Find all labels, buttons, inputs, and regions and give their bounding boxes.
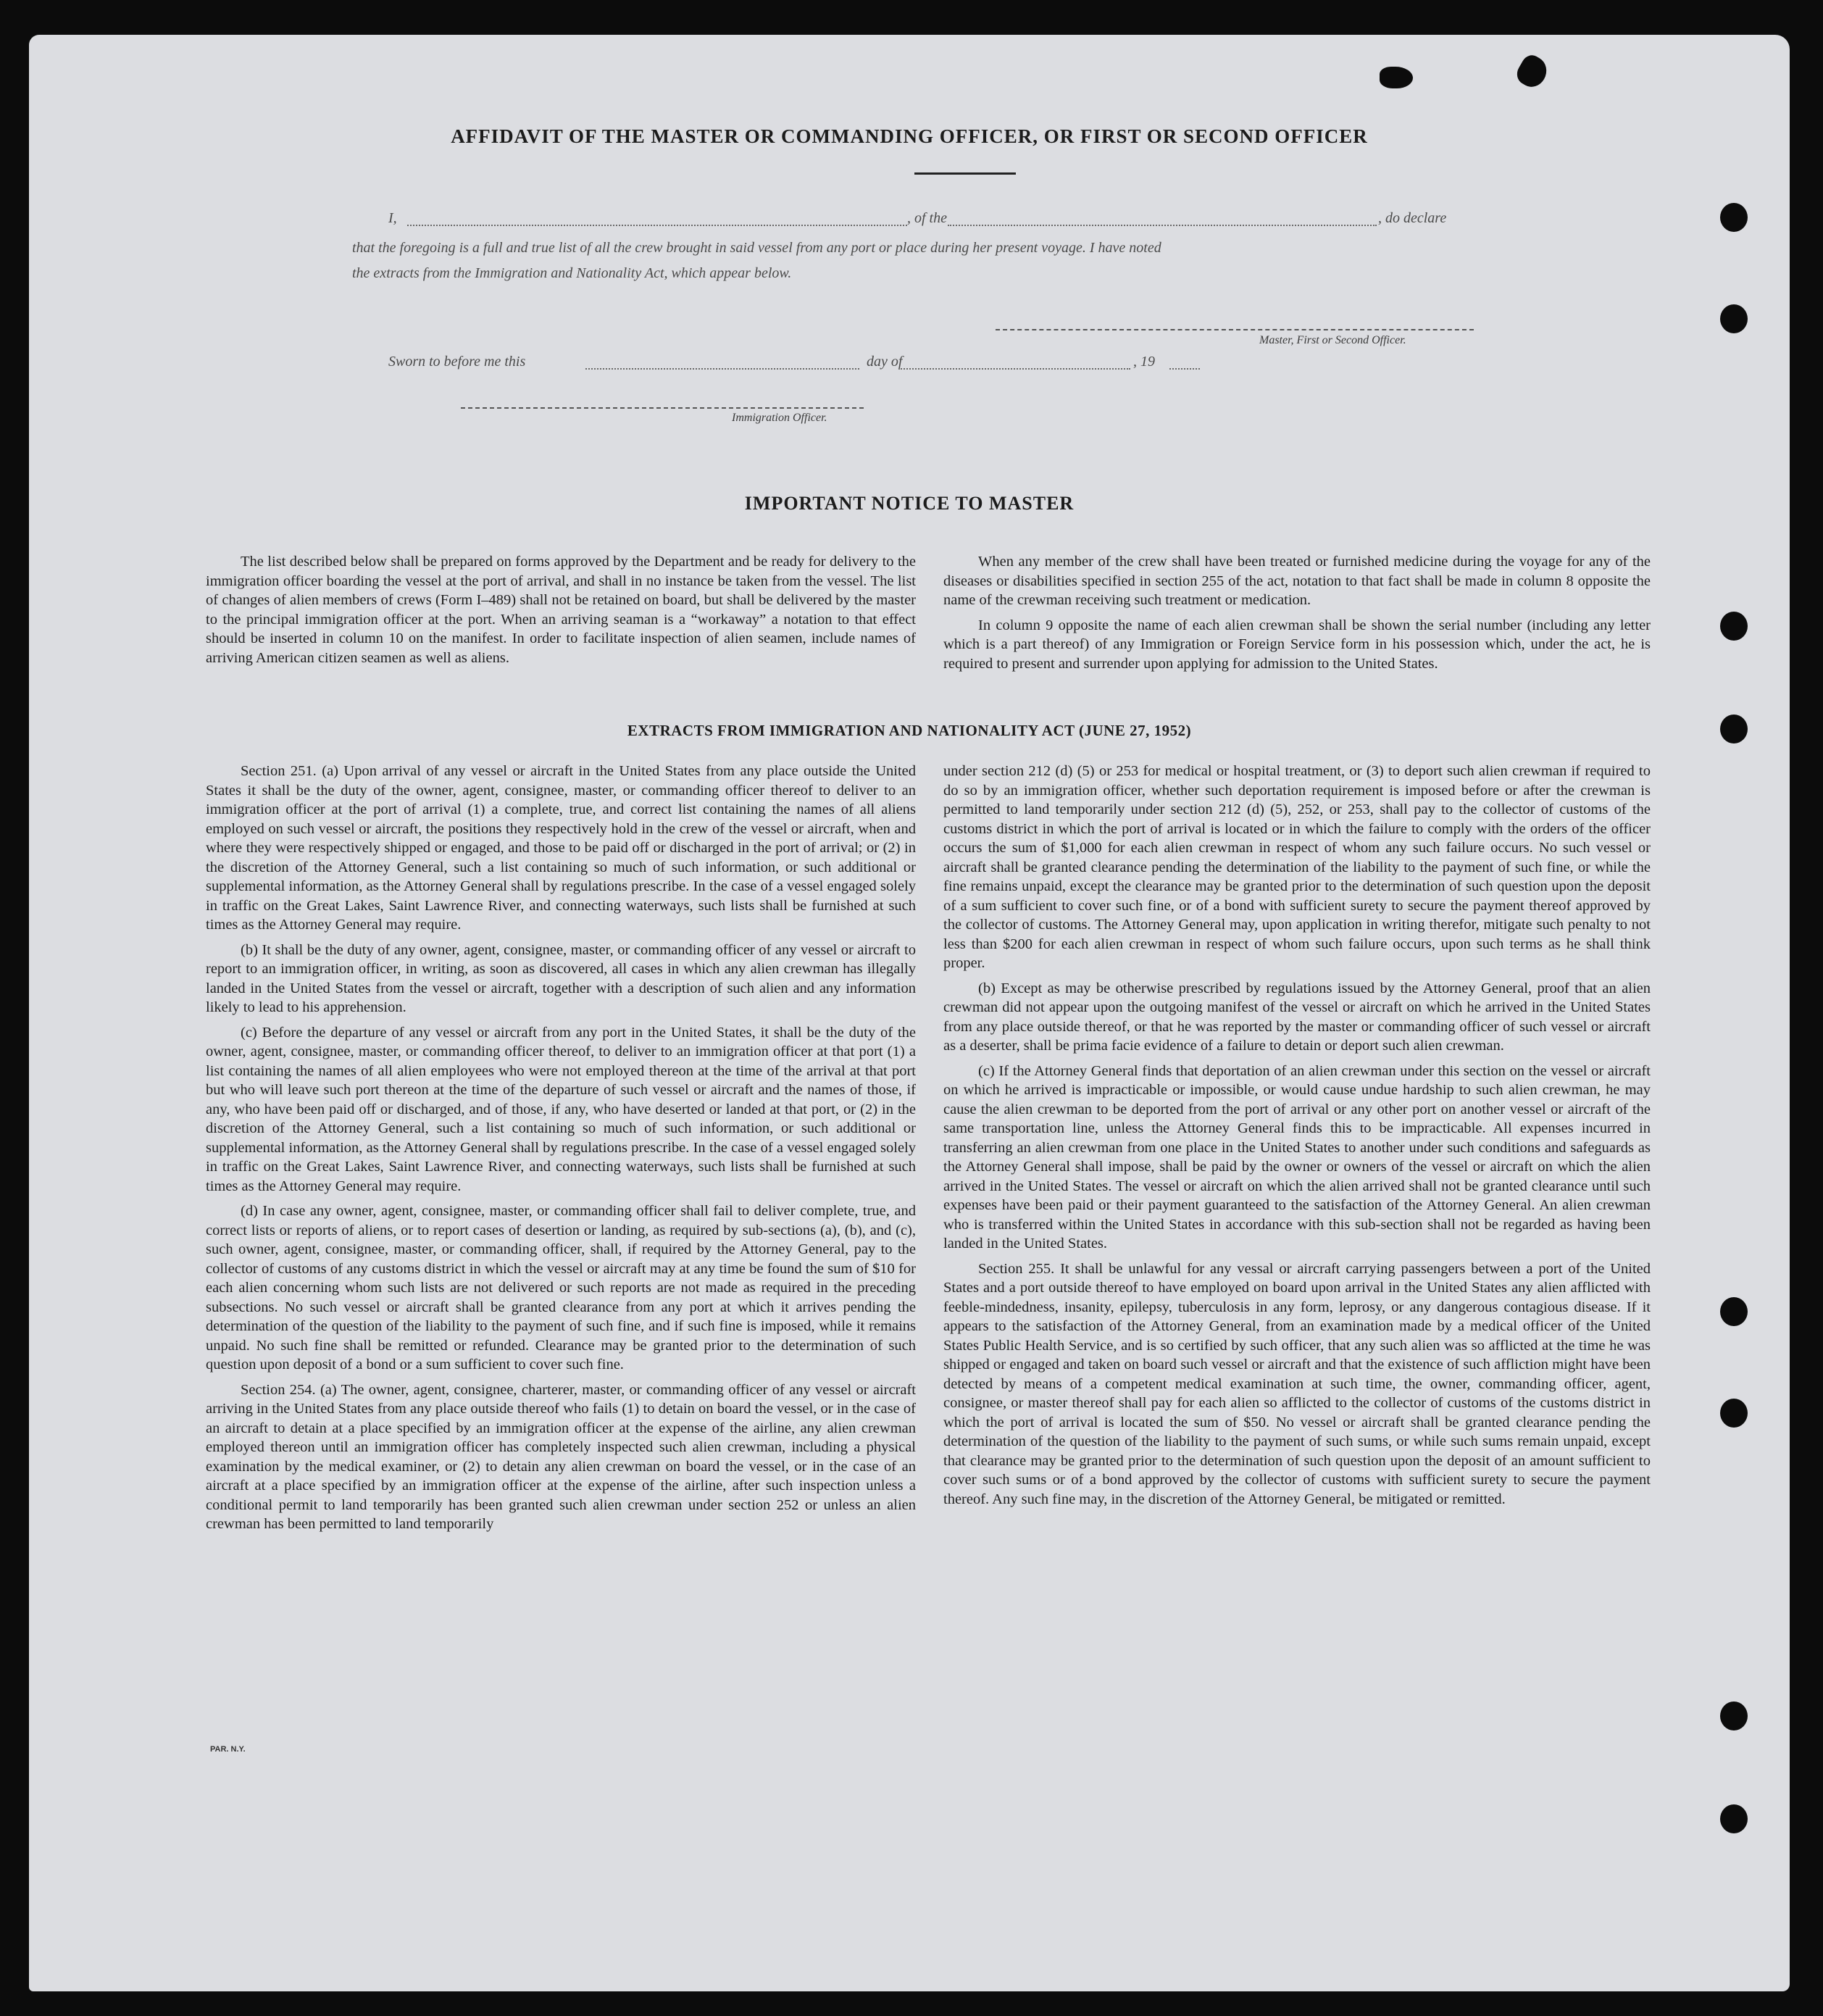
statute-paragraph: under section 212 (d) (5) or 253 for medical or hospital treatment, or (3) to deport such alien crewman if required to do so by an immigration officer, whether such deportation requirement is imposed before or after the crewman is permitted to land temporarily under section 212 (d) (5), 252, or 253, shall pay to the collector of customs of the customs district in which the port of arrival is located or in which the failure to comply with the orders of the officer occurs the sum of $1,000 for each alien crewman in respect of whom any such failure occurs. No such vessel or aircraft shall be granted clearance pending the determination of the liability to the payment of such fine, or while the fine remains unpaid, except the clearance may be granted prior to the determination of such question upon the deposit of a sum sufficient to cover such fine, or of a bond with sufficient surety to secure the payment thereof approved by the collector of customs. The Attorney General may, upon application in writing therefor, mitigate such penalty to not less than $200 for each alien crewman in respect of whom such failure occurs, upon such terms as he shall think proper. [943, 763, 1651, 971]
notice-paragraph: When any member of the crew shall have been treated or furnished medicine during the voyage for any of the diseases or disabilities specified in section 255 of the act, notation to that fact shall be made in column 8 opposite the name of the crewman receiving such treatment or medication. [943, 554, 1651, 608]
ink-blot [1513, 51, 1552, 91]
extracts-title: EXTRACTS FROM IMMIGRATION AND NATIONALITY ACT (JUNE 27, 1952) [627, 722, 1192, 739]
ink-blot [1380, 67, 1413, 88]
statement-line-2: the extracts from the Immigration and Nationality Act, which appear below. [352, 265, 792, 281]
statute-paragraph: Section 254. (a) The owner, agent, consignee, charterer, master, or commanding officer of any vessel or aircraft arriving in the United States from any place outside thereof who fails (1) to detain on board the vessel, or in the case of an aircraft to detain at a place specified by an immigration officer at the expense of the airline, any alien crewman employed thereon until an immigration officer has completely inspected such alien crewman, including a physical examination by the medical examiner, or (2) to detain any alien crewman on board the vessel, or in the case of an aircraft at a place specified by an immigration officer at the expense of the airline, after such inspection unless a conditional permit to land temporarily has been granted such alien crewman under section 252 or unless an alien crewman has been permitted to land temporarily [206, 1381, 916, 1532]
statute-paragraph: (d) In case any owner, agent, consignee, master, or commanding officer shall fail to deliver complete, true, and correct lists or reports of aliens, or to report cases of desertion or landing, as required by sub-sections (a), (b), and (c), such owner, agent, consignee, master, or commanding officer, shall, if required by the Attorney General, pay to the collector of customs of any customs district in which the vessel or aircraft may at any time be found the sum of $10 for each alien concerning whom such lists are not delivered or such reports are not made as required in the preceding subsections. No such vessel or aircraft shall be granted clearance from any port at which it arrives pending the determination of the question of the liability to the payment of such fine, and if such fine is imposed, while it remains unpaid. No such fine shall be remitted or refunded. Clearance may be granted prior to the determination of such question upon deposit of a bond or a sum sufficient to cover such fine. [206, 1203, 916, 1373]
title-underline [914, 172, 1016, 175]
sworn-label: Sworn to before me this [388, 354, 526, 370]
binder-hole [1720, 612, 1748, 641]
binder-hole [1720, 304, 1748, 333]
day-of-label: day of [867, 354, 903, 370]
statute-paragraph: Section 251. (a) Upon arrival of any vessel or aircraft in the United States from any place outside the United States it shall be the duty of the owner, agent, consignee, master, or commanding officer thereof to deliver to an immigration officer at the port of arrival (1) a complete, true, and correct list containing the names of all aliens employed on such vessel or aircraft, the positions they respectively hold in the crew of the vessel or aircraft, when and where they were respectively shipped or engaged, and those to be paid off or discharged in the port of arrival; or (2) in the discretion of the Attorney General, such a list containing so much of such information, or such additional or supplemental information, as the Attorney General shall by regulations prescribe. In the case of a vessel engaged solely in traffic on the Great Lakes, Saint Lawrence River, and connecting waterways, such lists shall be furnished at such times as the Attorney General may require. [206, 763, 916, 933]
form-sheet [29, 35, 1790, 1991]
declarant-label: I, [388, 210, 397, 226]
binder-hole [1720, 203, 1748, 232]
sworn-year-field[interactable] [1169, 368, 1200, 370]
vessel-name-field[interactable] [948, 225, 1377, 226]
statute-paragraph: (b) It shall be the duty of any owner, agent, consignee, master, or commanding officer of any vessel or aircraft to report to an immigration officer, in writing, as soon as discovered, all cases in which any alien crewman has illegally landed in the United States from the vessel or aircraft, together with a description of such alien and any information likely to lead to his apprehension. [206, 941, 916, 1015]
statute-paragraph: (b) Except as may be otherwise prescribed by regulations issued by the Attorney General, proof that an alien crewman did not appear upon the outgoing manifest of the vessel or aircraft on which he arrived in the United States from any place outside thereof, or that he was reported by the master or commanding officer of such vessel or aircraft as a deserter, shall be prima facie evidence of a failure to detain or deport such alien crewman. [943, 980, 1651, 1054]
affidavit-title: AFFIDAVIT OF THE MASTER OR COMMANDING OFFICER, OR FIRST OR SECOND OFFICER [451, 125, 1368, 147]
notice-title: IMPORTANT NOTICE TO MASTER [744, 493, 1075, 514]
sworn-month-field[interactable] [898, 368, 1130, 370]
immigration-officer-caption: Immigration Officer. [732, 412, 827, 424]
declarant-name-field[interactable] [407, 225, 907, 226]
statement-line-1: that the foregoing is a full and true list of all the crew brought in said vessel from any port or place during her present voyage. I have noted [352, 240, 1161, 256]
binder-hole [1720, 1701, 1748, 1730]
year-label: , 19 [1133, 354, 1155, 370]
notice-right-column [943, 552, 1651, 679]
notice-paragraph: In column 9 opposite the name of each alien crewman shall be shown the serial number (including any letter which is a part thereof) of any Immigration or Foreign Service form in his possession which, under the act, he is required to present and surrender upon applying for admission to the United States. [943, 617, 1651, 672]
printer-mark: PAR. N.Y. [210, 1745, 246, 1754]
binder-hole [1720, 1399, 1748, 1428]
statute-paragraph: (c) Before the departure of any vessel or aircraft from any port in the United States, it shall be the duty of the owner, agent, consignee, master, or commanding officer thereof, to deliver to an immigration officer at that port (1) a list containing the names of all alien employees who were not employed thereon at the time of the arrival at that port but who will leave such port thereon at the time of the departure of such vessel or aircraft and the names of those, if any, who have been paid off or discharged, and of those, if any, who have deserted or landed at that port, or (2) in the discretion of the Attorney General, such a list containing so much of such information, or such additional or supplemental information, as the Attorney General shall by regulations prescribe. In the case of a vessel engaged solely in traffic on the Great Lakes, Saint Lawrence River, and connecting waterways, such lists shall be furnished at such times as the Attorney General may require. [206, 1024, 916, 1194]
extracts-right-column [943, 762, 1651, 1515]
officer-caption: Master, First or Second Officer. [1259, 334, 1406, 346]
binder-hole [1720, 1297, 1748, 1326]
vessel-label: , of the [907, 210, 947, 226]
statute-paragraph: (c) If the Attorney General finds that deportation of an alien crewman under this section on the vessel or aircraft on which he arrived is impracticable or impossible, or would cause undue hardship to such alien crewman, he may cause the alien crewman to be deported from the port of arrival or any other port on another vessel or aircraft of the same transportation line, unless the Attorney General finds this to be impracticable. All expenses incurred in transferring an alien crewman from one place in the United States to another under such conditions and safeguards as the Attorney General shall impose, shall be paid by the owner or owners of the vessel or aircraft on which the alien arrived in the United States. The vessel or aircraft on which the alien arrived shall not be granted clearance until such expenses have been paid or their payment guaranteed to the satisfaction of the Attorney General. An alien crewman who is transferred within the United States in accordance with this sub-section shall not be regarded as having been landed in the United States. [943, 1062, 1651, 1251]
officer-signature-line[interactable] [996, 329, 1474, 330]
do-declare-label: , do declare [1378, 210, 1447, 226]
statute-paragraph: Section 255. It shall be unlawful for any vessal or aircraft carrying passengers between a port of the United States and a port outside thereof to have employed on board upon arrival in the United States any alien afflicted with feeble-mindedness, insanity, epilepsy, tuberculosis in any form, leprosy, or any dangerous contagious disease. If it appears to the satisfaction of the Attorney General, from an examination made by a medical officer of the United States Public Health Service, and is so certified by such officer, that any such alien was so afflicted at the time he was shipped or engaged and taken on board such vessel or aircraft and that the existence of such affliction might have been detected by means of a competent medical examination at such time, the owner, commanding officer, agent, consignee, or master thereof shall pay for each alien so afflicted to the collector of customs of the customs district in which the port of arrival is located the sum of $50. No vessel or aircraft shall be granted clearance pending the determination of the question of the liability to the payment of such sums, or while such sums remain unpaid, except that clearance may be granted prior to the determination of such question upon the deposit of an amount sufficient to cover such sums or of a bond approved by the collector of customs with sufficient surety to secure the payment thereof. Any such fine may, in the discretion of the Attorney General, be mitigated or remitted. [943, 1260, 1651, 1507]
immigration-officer-signature-line[interactable] [461, 407, 864, 409]
notice-paragraph: The list described below shall be prepared on forms approved by the Department and be ready for delivery to the immigration officer boarding the vessel at the port of arrival, and shall in no instance be taken from the vessel. The list of changes of alien members of crews (Form I–489) shall not be retained on board, but shall be delivered by the master to the principal immigration officer at the port. When an arriving seaman is a “workaway” a notation to that effect should be inserted in column 10 on the manifest. In order to facilitate inspection of alien seamen, include names of arriving American citizen seamen as well as aliens. [206, 554, 916, 666]
binder-hole [1720, 1804, 1748, 1833]
notice-left-column [206, 552, 916, 673]
extracts-left-column [206, 762, 916, 1540]
sworn-day-field[interactable] [585, 368, 859, 370]
